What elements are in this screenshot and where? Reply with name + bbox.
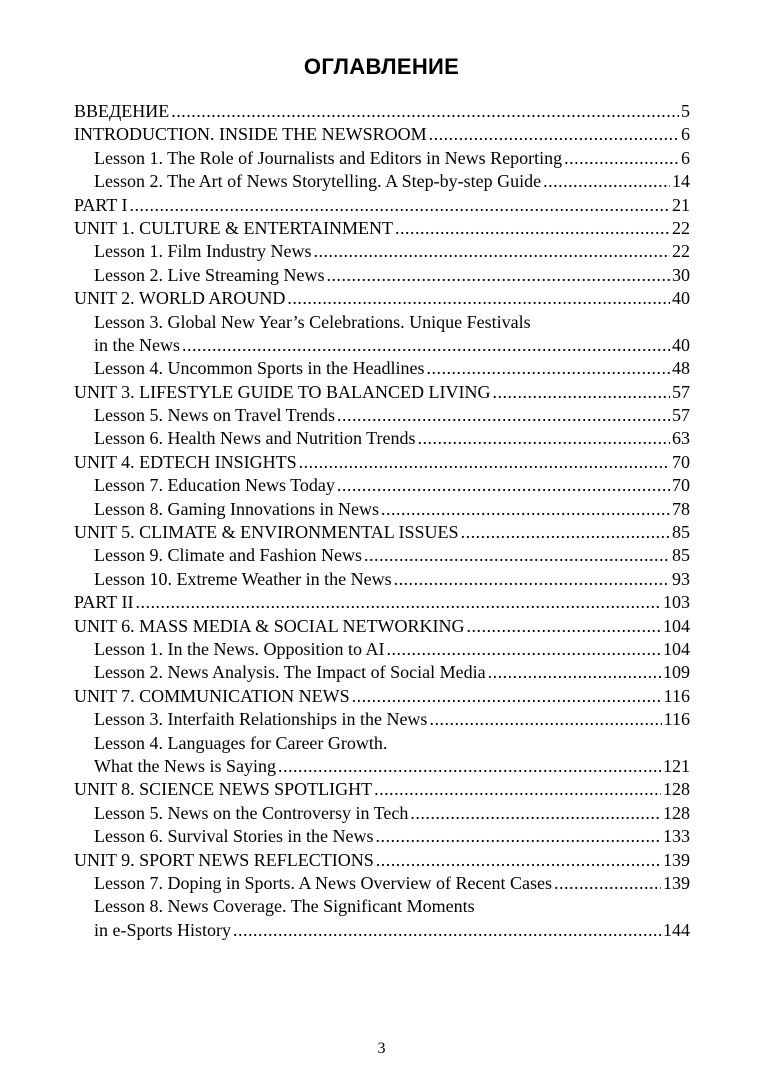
dot-leader bbox=[171, 100, 679, 123]
toc-entry-first-line: Lesson 4. Languages for Career Growth. bbox=[94, 732, 388, 753]
toc-entry bbox=[74, 334, 690, 357]
toc-entry bbox=[74, 568, 690, 591]
toc-entry bbox=[74, 544, 690, 567]
toc-entry bbox=[74, 825, 690, 848]
toc-entry-title: in the News bbox=[94, 334, 180, 355]
toc-entry-title: in e-Sports History bbox=[94, 919, 231, 940]
toc-entry-title: Lesson 2. The Art of News Storytelling. A Step-by-step Guide bbox=[94, 171, 542, 192]
dot-leader bbox=[337, 404, 670, 427]
toc-entry-page: 85 bbox=[672, 522, 690, 543]
dot-leader bbox=[395, 217, 670, 240]
toc-entry-title: PART II bbox=[74, 592, 134, 613]
toc-entry bbox=[74, 661, 690, 684]
toc-entry-title: Lesson 10. Extreme Weather in the News bbox=[94, 568, 392, 589]
dot-leader bbox=[492, 381, 670, 404]
dot-leader bbox=[386, 638, 661, 661]
toc-entry-title: UNIT 9. SPORT NEWS REFLECTIONS bbox=[74, 849, 374, 870]
toc-entry-first-line: Lesson 3. Global New Year’s Celebrations. Unique Festivals bbox=[94, 311, 531, 332]
toc-entry-page: 144 bbox=[663, 919, 690, 940]
toc-entry-title: Lesson 1. Film Industry News bbox=[94, 241, 312, 262]
toc-entry-page: 22 bbox=[672, 217, 690, 238]
dot-leader bbox=[314, 240, 671, 263]
dot-leader bbox=[376, 849, 661, 872]
toc-entry-title: Lesson 5. News on Travel Trends bbox=[94, 405, 336, 426]
toc-entry-title: PART I bbox=[74, 194, 128, 215]
dot-leader bbox=[233, 919, 661, 942]
dot-leader bbox=[381, 498, 670, 521]
toc-entry bbox=[74, 849, 690, 872]
toc-entry bbox=[74, 357, 690, 380]
toc-entry bbox=[74, 194, 690, 217]
toc-entry-title: UNIT 2. WORLD AROUND bbox=[74, 288, 286, 309]
dot-leader bbox=[543, 170, 670, 193]
toc-entry-title: INTRODUCTION. INSIDE THE NEWSROOM bbox=[74, 124, 427, 145]
dot-leader bbox=[429, 708, 661, 731]
toc-entry bbox=[74, 591, 690, 614]
toc-entry-page: 109 bbox=[663, 662, 690, 683]
toc-entry-page: 103 bbox=[663, 592, 690, 613]
toc-entry-title: What the News is Saying bbox=[94, 755, 276, 776]
toc-entry bbox=[74, 451, 690, 474]
dot-leader bbox=[417, 427, 670, 450]
table-of-contents bbox=[74, 100, 690, 942]
toc-entry-page: 14 bbox=[672, 171, 690, 192]
toc-entry-page: 40 bbox=[672, 288, 690, 309]
toc-entry bbox=[74, 404, 690, 427]
toc-entry-title: Lesson 3. Interfaith Relationships in the News bbox=[94, 709, 428, 730]
toc-entry-page: 128 bbox=[663, 779, 690, 800]
dot-leader bbox=[326, 264, 670, 287]
toc-entry bbox=[74, 474, 690, 497]
toc-entry-title: UNIT 1. CULTURE & ENTERTAINMENT bbox=[74, 217, 393, 238]
dot-leader bbox=[337, 474, 670, 497]
toc-entry-page: 48 bbox=[672, 358, 690, 379]
dot-leader bbox=[287, 287, 670, 310]
toc-entry bbox=[74, 872, 690, 895]
toc-entry-page: 6 bbox=[681, 147, 690, 168]
toc-entry-page: 128 bbox=[663, 802, 690, 823]
dot-leader bbox=[352, 685, 662, 708]
toc-entry-page: 21 bbox=[672, 194, 690, 215]
toc-entry-page: 121 bbox=[663, 755, 690, 776]
toc-entry-page: 78 bbox=[672, 498, 690, 519]
toc-entry-title: Lesson 7. Doping in Sports. A News Overview of Recent Cases bbox=[94, 872, 552, 893]
toc-entry bbox=[74, 427, 690, 450]
toc-entry-title: Lesson 5. News on the Controversy in Tech bbox=[94, 802, 409, 823]
toc-entry-title: Lesson 6. Health News and Nutrition Trends bbox=[94, 428, 416, 449]
dot-leader bbox=[364, 544, 670, 567]
dot-leader bbox=[278, 755, 661, 778]
toc-entry bbox=[74, 685, 690, 708]
toc-entry bbox=[74, 381, 690, 404]
toc-entry-title: UNIT 6. MASS MEDIA & SOCIAL NETWORKING bbox=[74, 615, 465, 636]
toc-entry bbox=[74, 755, 690, 778]
dot-leader bbox=[374, 778, 661, 801]
toc-entry-page: 6 bbox=[681, 124, 690, 145]
toc-entry bbox=[74, 802, 690, 825]
toc-entry-page: 85 bbox=[672, 545, 690, 566]
toc-entry-page: 104 bbox=[663, 615, 690, 636]
toc-entry-title: UNIT 3. LIFESTYLE GUIDE TO BALANCED LIVING bbox=[74, 381, 491, 402]
toc-entry bbox=[74, 919, 690, 942]
toc-entry-page: 63 bbox=[672, 428, 690, 449]
dot-leader bbox=[488, 661, 661, 684]
toc-entry-title: Lesson 2. Live Streaming News bbox=[94, 264, 325, 285]
toc-entry-page: 5 bbox=[681, 101, 690, 121]
toc-entry bbox=[74, 264, 690, 287]
toc-entry bbox=[74, 708, 690, 731]
toc-entry-page: 70 bbox=[672, 451, 690, 472]
toc-entry-title: Lesson 8. Gaming Innovations in News bbox=[94, 498, 379, 519]
toc-entry-title: Lesson 4. Uncommon Sports in the Headlines bbox=[94, 358, 425, 379]
toc-entry-title: Lesson 9. Climate and Fashion News bbox=[94, 545, 362, 566]
toc-entry-page: 133 bbox=[663, 826, 690, 847]
toc-entry bbox=[74, 287, 690, 310]
toc-entry-page: 30 bbox=[672, 264, 690, 285]
dot-leader bbox=[375, 825, 661, 848]
toc-entry-title: UNIT 4. EDTECH INSIGHTS bbox=[74, 451, 297, 472]
toc-entry-title: Lesson 7. Education News Today bbox=[94, 475, 335, 496]
dot-leader bbox=[564, 147, 679, 170]
toc-entry-page: 57 bbox=[672, 381, 690, 402]
toc-entry-page: 104 bbox=[663, 638, 690, 659]
toc-entry bbox=[74, 638, 690, 661]
toc-entry-page: 139 bbox=[663, 849, 690, 870]
dot-leader bbox=[299, 451, 670, 474]
toc-entry-page: 116 bbox=[663, 709, 690, 730]
toc-entry bbox=[74, 498, 690, 521]
toc-entry-page: 57 bbox=[672, 405, 690, 426]
toc-entry bbox=[74, 100, 690, 123]
toc-entry-title: Lesson 1. The Role of Journalists and Editors in News Reporting bbox=[94, 147, 563, 168]
toc-entry bbox=[74, 217, 690, 240]
dot-leader bbox=[410, 802, 661, 825]
dot-leader bbox=[135, 591, 661, 614]
page-number: 3 bbox=[377, 1040, 386, 1057]
dot-leader bbox=[554, 872, 661, 895]
toc-entry-title: UNIT 8. SCIENCE NEWS SPOTLIGHT bbox=[74, 779, 373, 800]
toc-entry bbox=[74, 170, 690, 193]
toc-entry bbox=[74, 147, 690, 170]
page-title: ОГЛАВЛЕНИЕ bbox=[303, 54, 460, 79]
dot-leader bbox=[461, 521, 670, 544]
toc-entry bbox=[74, 240, 690, 263]
dot-leader bbox=[426, 357, 670, 380]
toc-entry-title: Lesson 1. In the News. Opposition to AI bbox=[94, 638, 385, 659]
toc-entry bbox=[74, 123, 690, 146]
dot-leader bbox=[467, 615, 662, 638]
toc-entry-page: 116 bbox=[663, 685, 690, 706]
dot-leader bbox=[394, 568, 670, 591]
toc-entry-title: ВВЕДЕНИЕ bbox=[74, 101, 170, 121]
toc-entry bbox=[74, 521, 690, 544]
toc-entry-title: UNIT 5. CLIMATE & ENVIRONMENTAL ISSUES bbox=[74, 522, 459, 543]
toc-entry-page: 40 bbox=[672, 334, 690, 355]
toc-entry bbox=[74, 615, 690, 638]
toc-entry-page: 139 bbox=[663, 872, 690, 893]
dot-leader bbox=[429, 123, 679, 146]
toc-entry-page: 70 bbox=[672, 475, 690, 496]
dot-leader bbox=[182, 334, 670, 357]
toc-entry-title: Lesson 6. Survival Stories in the News bbox=[94, 826, 374, 847]
toc-entry-page: 93 bbox=[672, 568, 690, 589]
toc-entry-first-line: Lesson 8. News Coverage. The Significant Moments bbox=[94, 896, 475, 917]
toc-entry bbox=[74, 778, 690, 801]
dot-leader bbox=[129, 194, 670, 217]
toc-entry-title: Lesson 2. News Analysis. The Impact of Social Media bbox=[94, 662, 486, 683]
toc-entry-page: 22 bbox=[672, 241, 690, 262]
toc-entry-title: UNIT 7. COMMUNICATION NEWS bbox=[74, 685, 350, 706]
